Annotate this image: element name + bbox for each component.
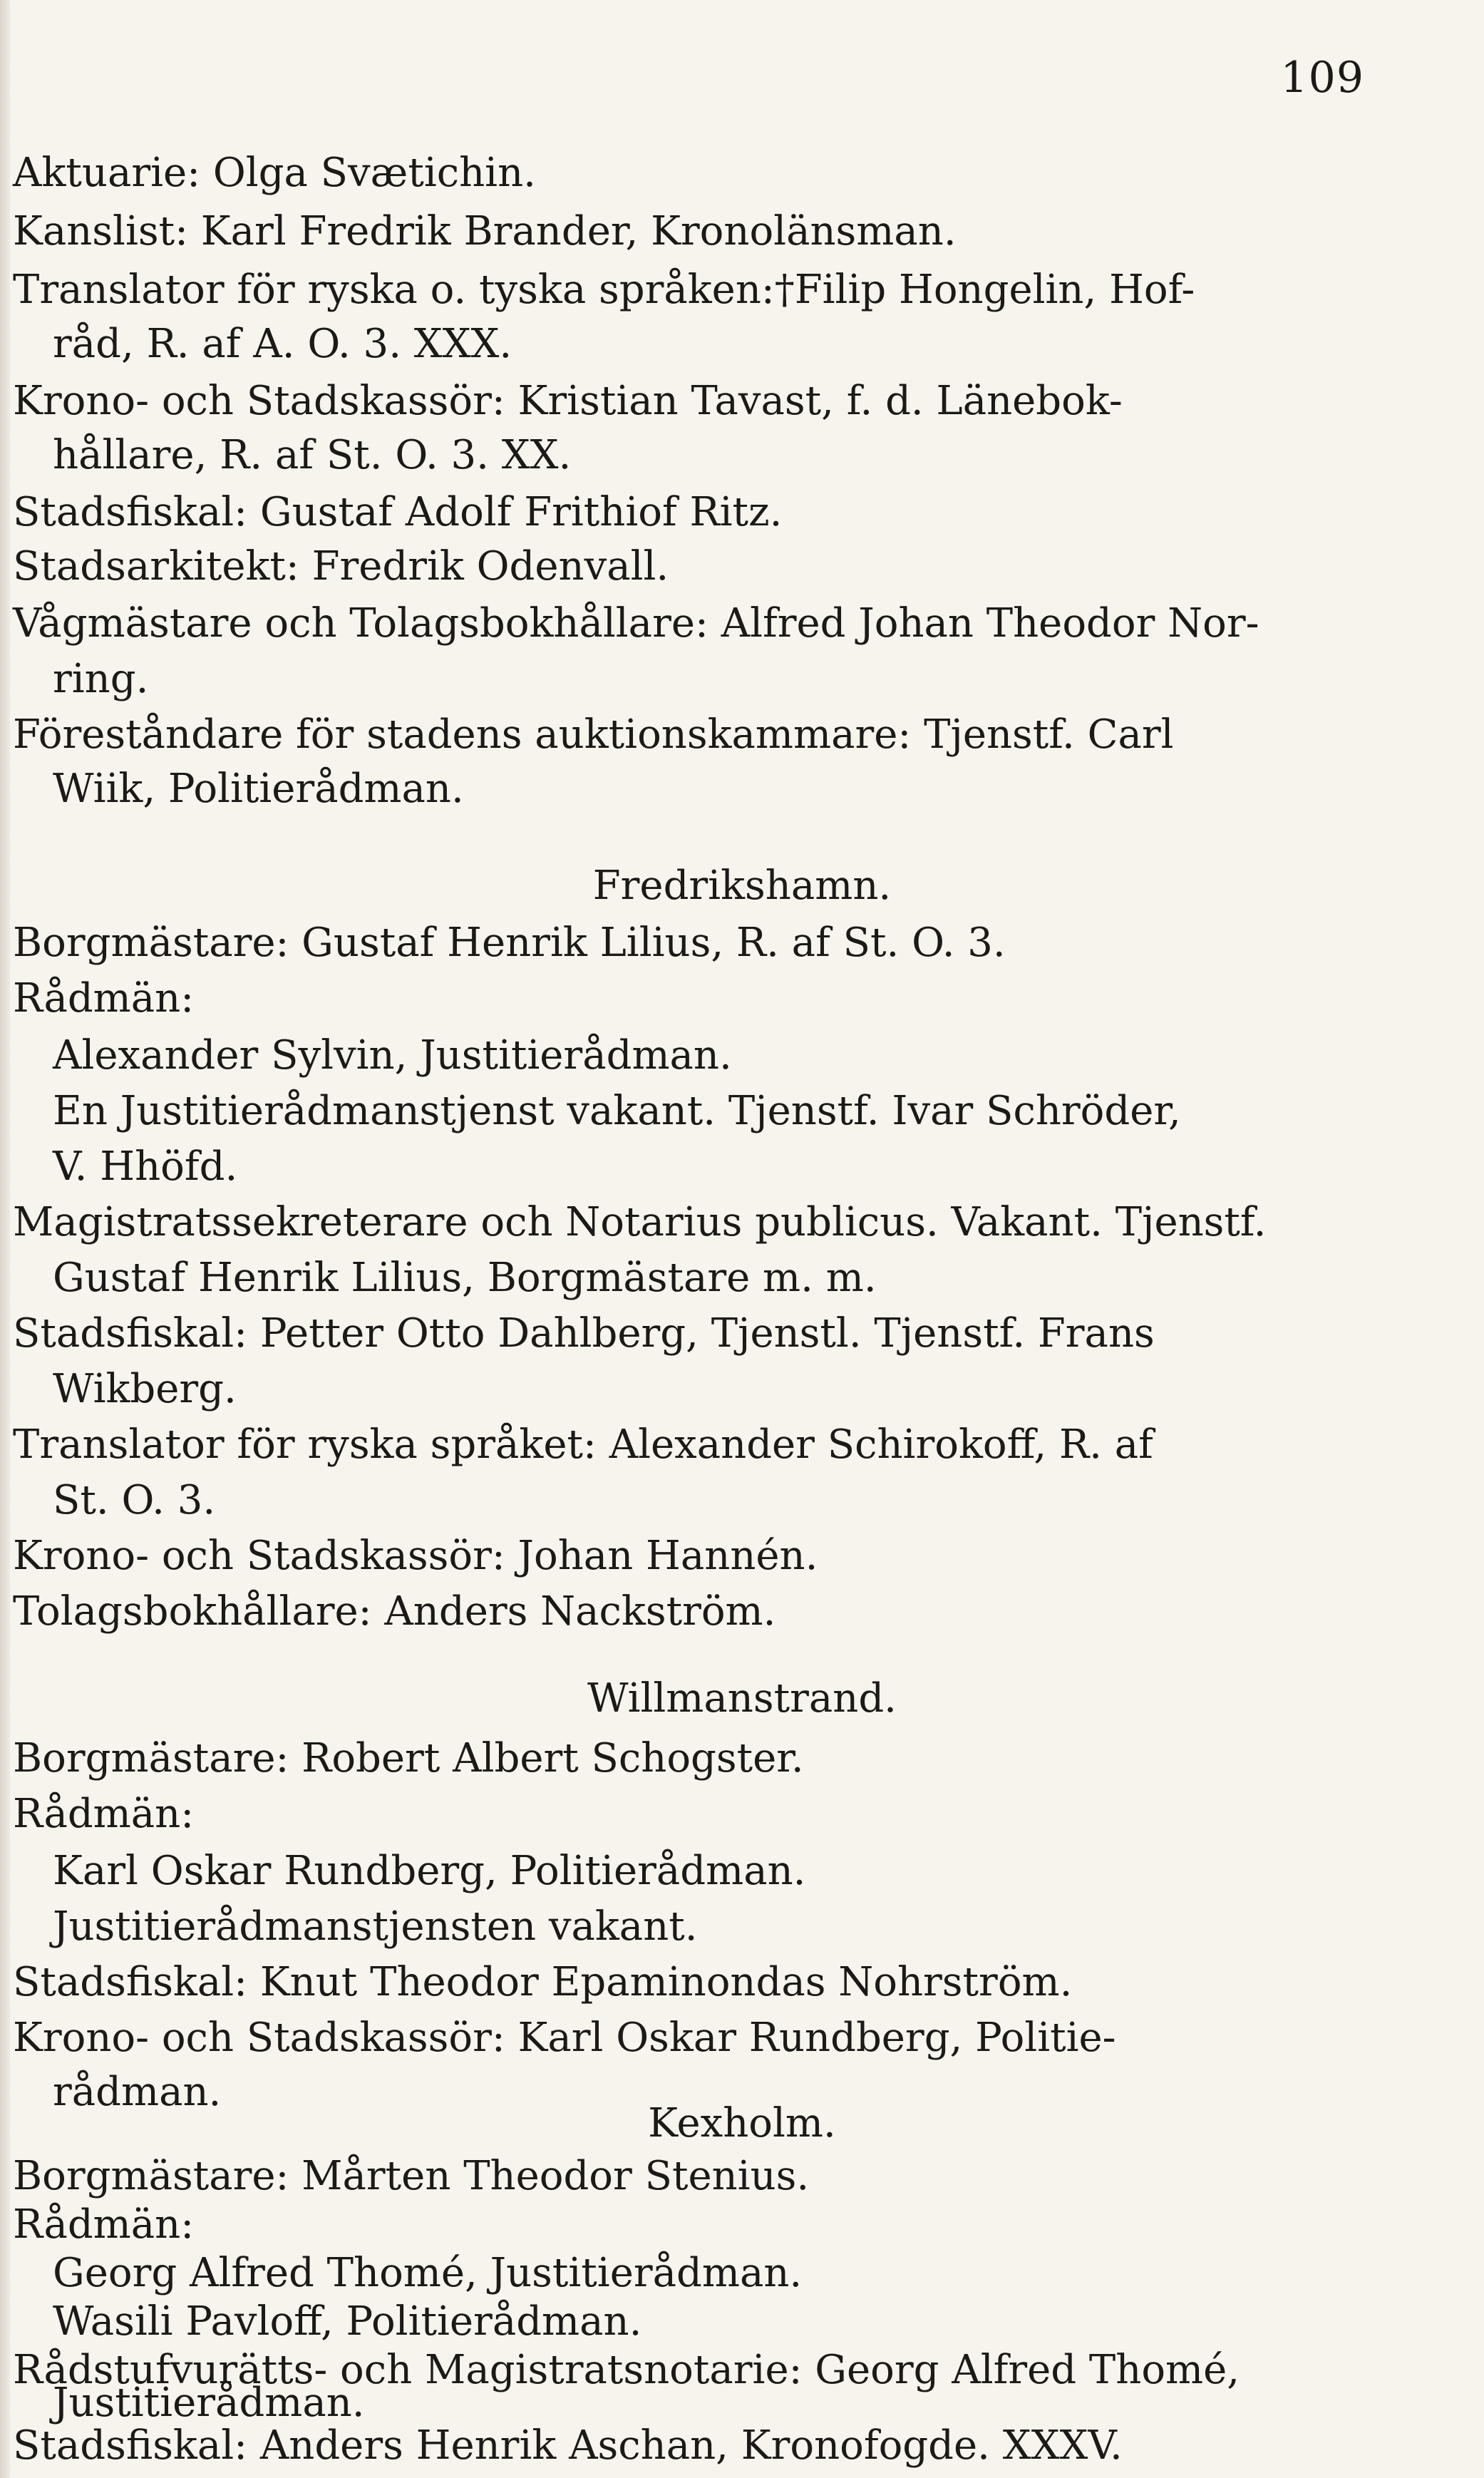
text-line-15: Rådmän: — [13, 975, 195, 1022]
text-line-32: Stadsfiskal: Knut Theodor Epaminondas Nohrström. — [13, 1959, 1073, 2005]
text-line-18: V. Hhöfd. — [53, 1143, 238, 1190]
text-line-25: Krono- och Stadskassör: Johan Hannén. — [13, 1533, 818, 1579]
text-line-21: Stadsfiskal: Petter Otto Dahlberg, Tjenstl. Tjenstf. Frans — [13, 1310, 1155, 1357]
text-line-14: Borgmästare: Gustaf Henrik Lilius, R. af St. O. 3. — [13, 920, 1006, 966]
text-line-29: Rådmän: — [13, 1791, 195, 1837]
text-line-20: Gustaf Henrik Lilius, Borgmästare m. m. — [53, 1255, 877, 1301]
page-number: 109 — [1280, 53, 1364, 103]
text-line-5: Krono- och Stadskassör: Kristian Tavast, f. d. Länebok- — [13, 378, 1123, 424]
text-line-17: En Justitierådmanstjenst vakant. Tjenstf. Ivar Schröder, — [53, 1088, 1181, 1134]
text-line-4: råd, R. af A. O. 3. XXX. — [53, 321, 512, 367]
text-line-34: rådman. — [53, 2069, 222, 2115]
text-line-9: Vågmästare och Tolagsbokhållare: Alfred Johan Theodor Nor- — [13, 600, 1259, 647]
text-line-26: Tolagsbokhållare: Anders Nackström. — [13, 1588, 776, 1635]
text-line-36: Borgmästare: Mårten Theodor Stenius. — [13, 2153, 810, 2199]
text-line-37: Rådmän: — [13, 2201, 195, 2248]
text-line-11: Föreståndare för stadens auktionskammare: Tjenstf. Carl — [13, 711, 1174, 758]
text-line-40: Rådstufvurätts- och Magistratsnotarie: Georg Alfred Thomé, — [13, 2347, 1240, 2393]
text-line-30: Karl Oskar Rundberg, Politierådman. — [53, 1848, 806, 1894]
text-line-28: Borgmästare: Robert Albert Schogster. — [13, 1735, 804, 1782]
text-line-3: Translator för ryska o. tyska språken:†Filip Hongelin, Hof- — [13, 267, 1195, 313]
text-line-24: St. O. 3. — [53, 1477, 216, 1523]
text-line-42: Stadsfiskal: Anders Henrik Aschan, Kronofogde. XXXV. — [13, 2422, 1123, 2469]
text-line-10: ring. — [53, 656, 149, 702]
text-line-39: Wasili Pavloff, Politierådman. — [53, 2298, 642, 2345]
text-line-16: Alexander Sylvin, Justitierådman. — [53, 1032, 732, 1079]
section-heading-kexholm: Kexholm. — [648, 2100, 836, 2147]
section-heading-willmanstrand: Willmanstrand. — [587, 1675, 897, 1722]
section-heading-fredrikshamn: Fredrikshamn. — [592, 863, 892, 909]
text-line-2: Kanslist: Karl Fredrik Brander, Kronolänsman. — [13, 208, 957, 255]
text-line-1: Aktuarie: Olga Svætichin. — [13, 150, 536, 196]
text-line-19: Magistratssekreterare och Notarius publicus. Vakant. Tjenstf. — [13, 1199, 1267, 1245]
text-line-31: Justitierådmanstjensten vakant. — [53, 1903, 698, 1950]
text-line-23: Translator för ryska språket: Alexander Schirokoff, R. af — [13, 1421, 1153, 1468]
text-line-41: Justitierådman. — [53, 2380, 365, 2426]
text-line-22: Wikberg. — [53, 1366, 237, 1412]
text-line-6: hållare, R. af St. O. 3. XX. — [53, 432, 572, 478]
text-line-33: Krono- och Stadskassör: Karl Oskar Rundberg, Politie- — [13, 2015, 1116, 2061]
text-line-12: Wiik, Politierådman. — [53, 766, 464, 812]
text-line-7: Stadsfiskal: Gustaf Adolf Frithiof Ritz. — [13, 489, 783, 535]
text-line-38: Georg Alfred Thomé, Justitierådman. — [53, 2250, 803, 2296]
text-line-8: Stadsarkitekt: Fredrik Odenvall. — [13, 543, 669, 590]
